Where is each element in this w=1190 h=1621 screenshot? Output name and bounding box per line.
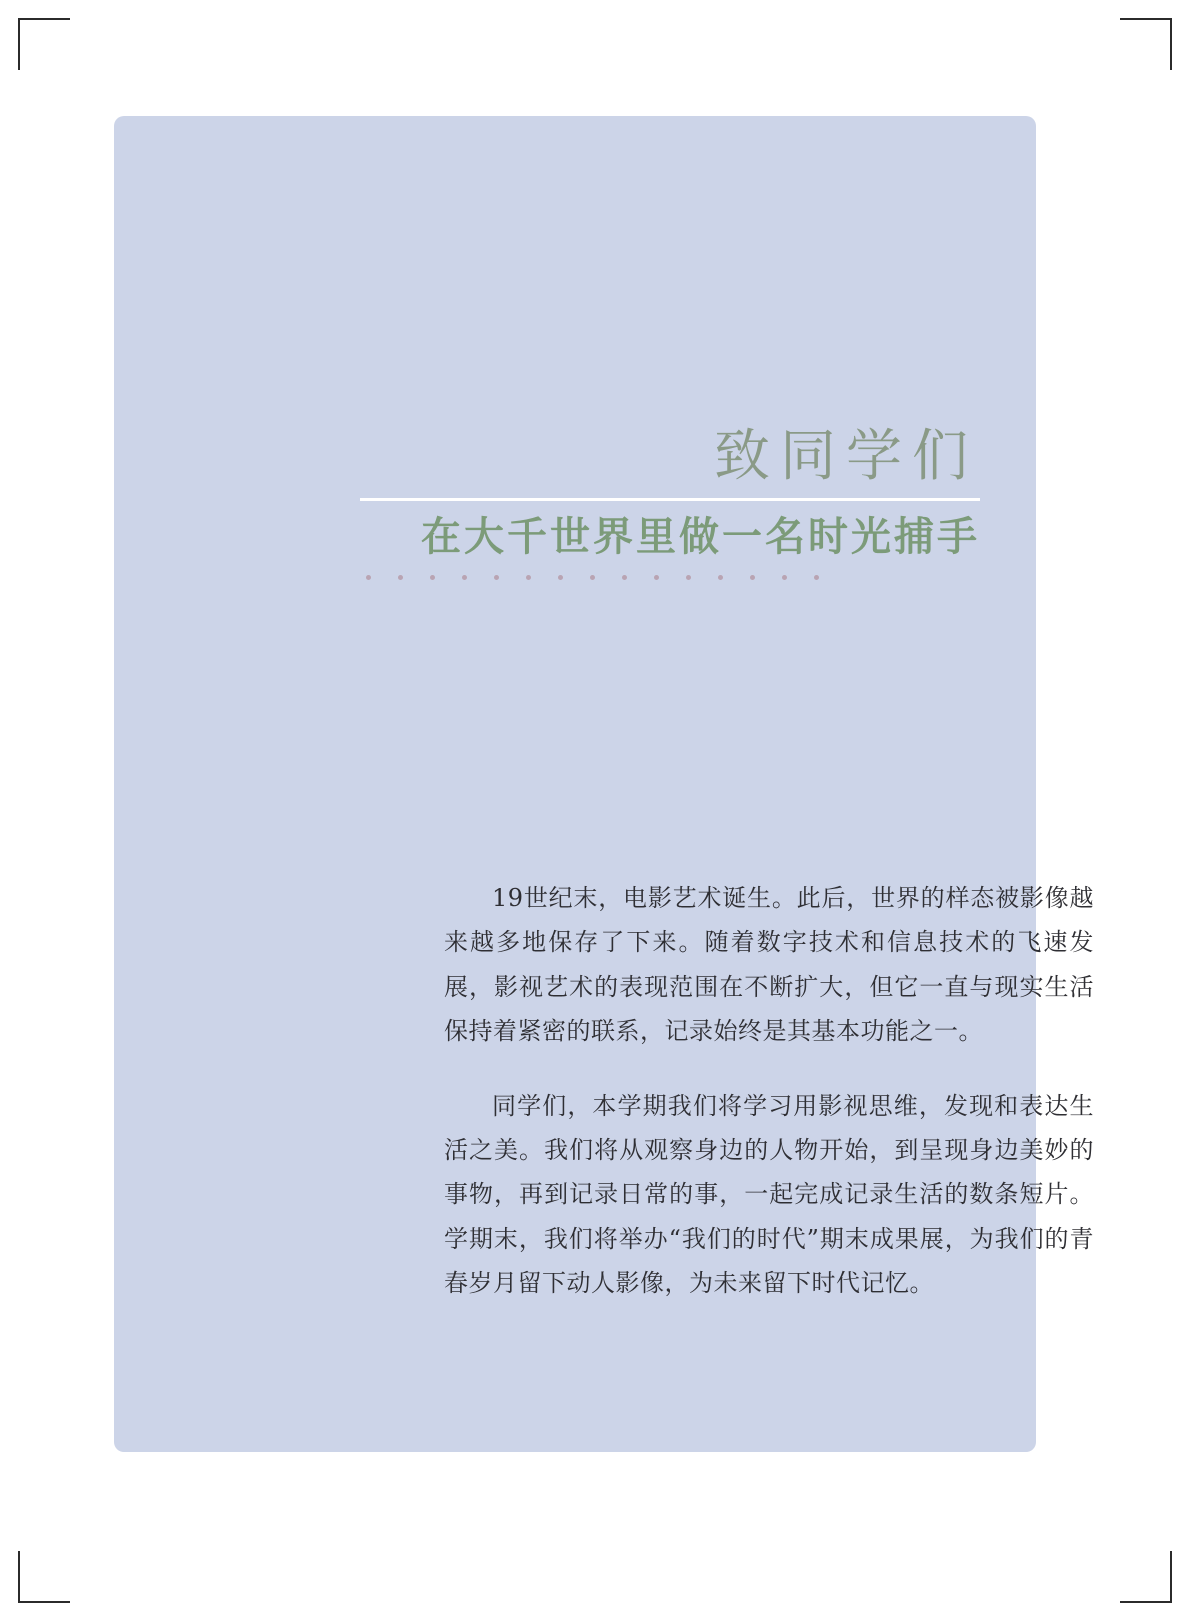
decorative-dot: [654, 575, 659, 580]
page-panel: [114, 116, 1094, 1452]
crop-mark-line-horizontal: [1120, 18, 1172, 20]
decorative-dot: [494, 575, 499, 580]
body-text: [444, 876, 1094, 1306]
decorative-dot: [750, 575, 755, 580]
crop-mark-line-horizontal: [18, 18, 70, 20]
crop-mark-top-left: [18, 18, 70, 70]
decorative-dot: [462, 575, 467, 580]
paragraph: 同学们，本学期我们将学习用影视思维，发现和表达生活之美。我们将从观察身边的人物开始，到呈现身边美妙的事物，再到记录日常的事，一起完成记录生活的数条短片。学期末，我们将举办“我们的时代”期末成果展，为我们的青春岁月留下动人影像，为未来留下时代记忆。: [444, 1091, 1094, 1298]
crop-mark-line-vertical: [18, 18, 20, 70]
page-subtitle: 在大千世界里做一名时光捕手: [421, 513, 980, 560]
decorative-dot: [398, 575, 403, 580]
decorative-dot: [366, 575, 371, 580]
heading-block: [360, 426, 980, 580]
decorative-dot-row: [360, 575, 980, 580]
decorative-dot: [430, 575, 435, 580]
decorative-dot: [558, 575, 563, 580]
crop-mark-bottom-right: [1120, 1551, 1172, 1603]
heading-divider: [360, 498, 980, 501]
crop-mark-line-horizontal: [1120, 1601, 1172, 1603]
decorative-dot: [718, 575, 723, 580]
decorative-dot: [622, 575, 627, 580]
decorative-dot: [686, 575, 691, 580]
paragraph: 19世纪末，电影艺术诞生。此后，世界的样态被影像越来越多地保存了下来。随着数字技术和信息技术的飞速发展，影视艺术的表现范围在不断扩大，但它一直与现实生活保持着紧密的联系，记录始终是其基本功能之一。: [444, 884, 1094, 1046]
crop-mark-line-vertical: [1170, 1551, 1172, 1603]
decorative-dot: [782, 575, 787, 580]
crop-mark-line-vertical: [18, 1551, 20, 1603]
crop-mark-line-vertical: [1170, 18, 1172, 70]
crop-mark-bottom-left: [18, 1551, 70, 1603]
decorative-dot: [590, 575, 595, 580]
crop-mark-line-horizontal: [18, 1601, 70, 1603]
decorative-dot: [526, 575, 531, 580]
page-title: 致同学们: [714, 424, 978, 489]
crop-mark-top-right: [1120, 18, 1172, 70]
decorative-dot: [814, 575, 819, 580]
